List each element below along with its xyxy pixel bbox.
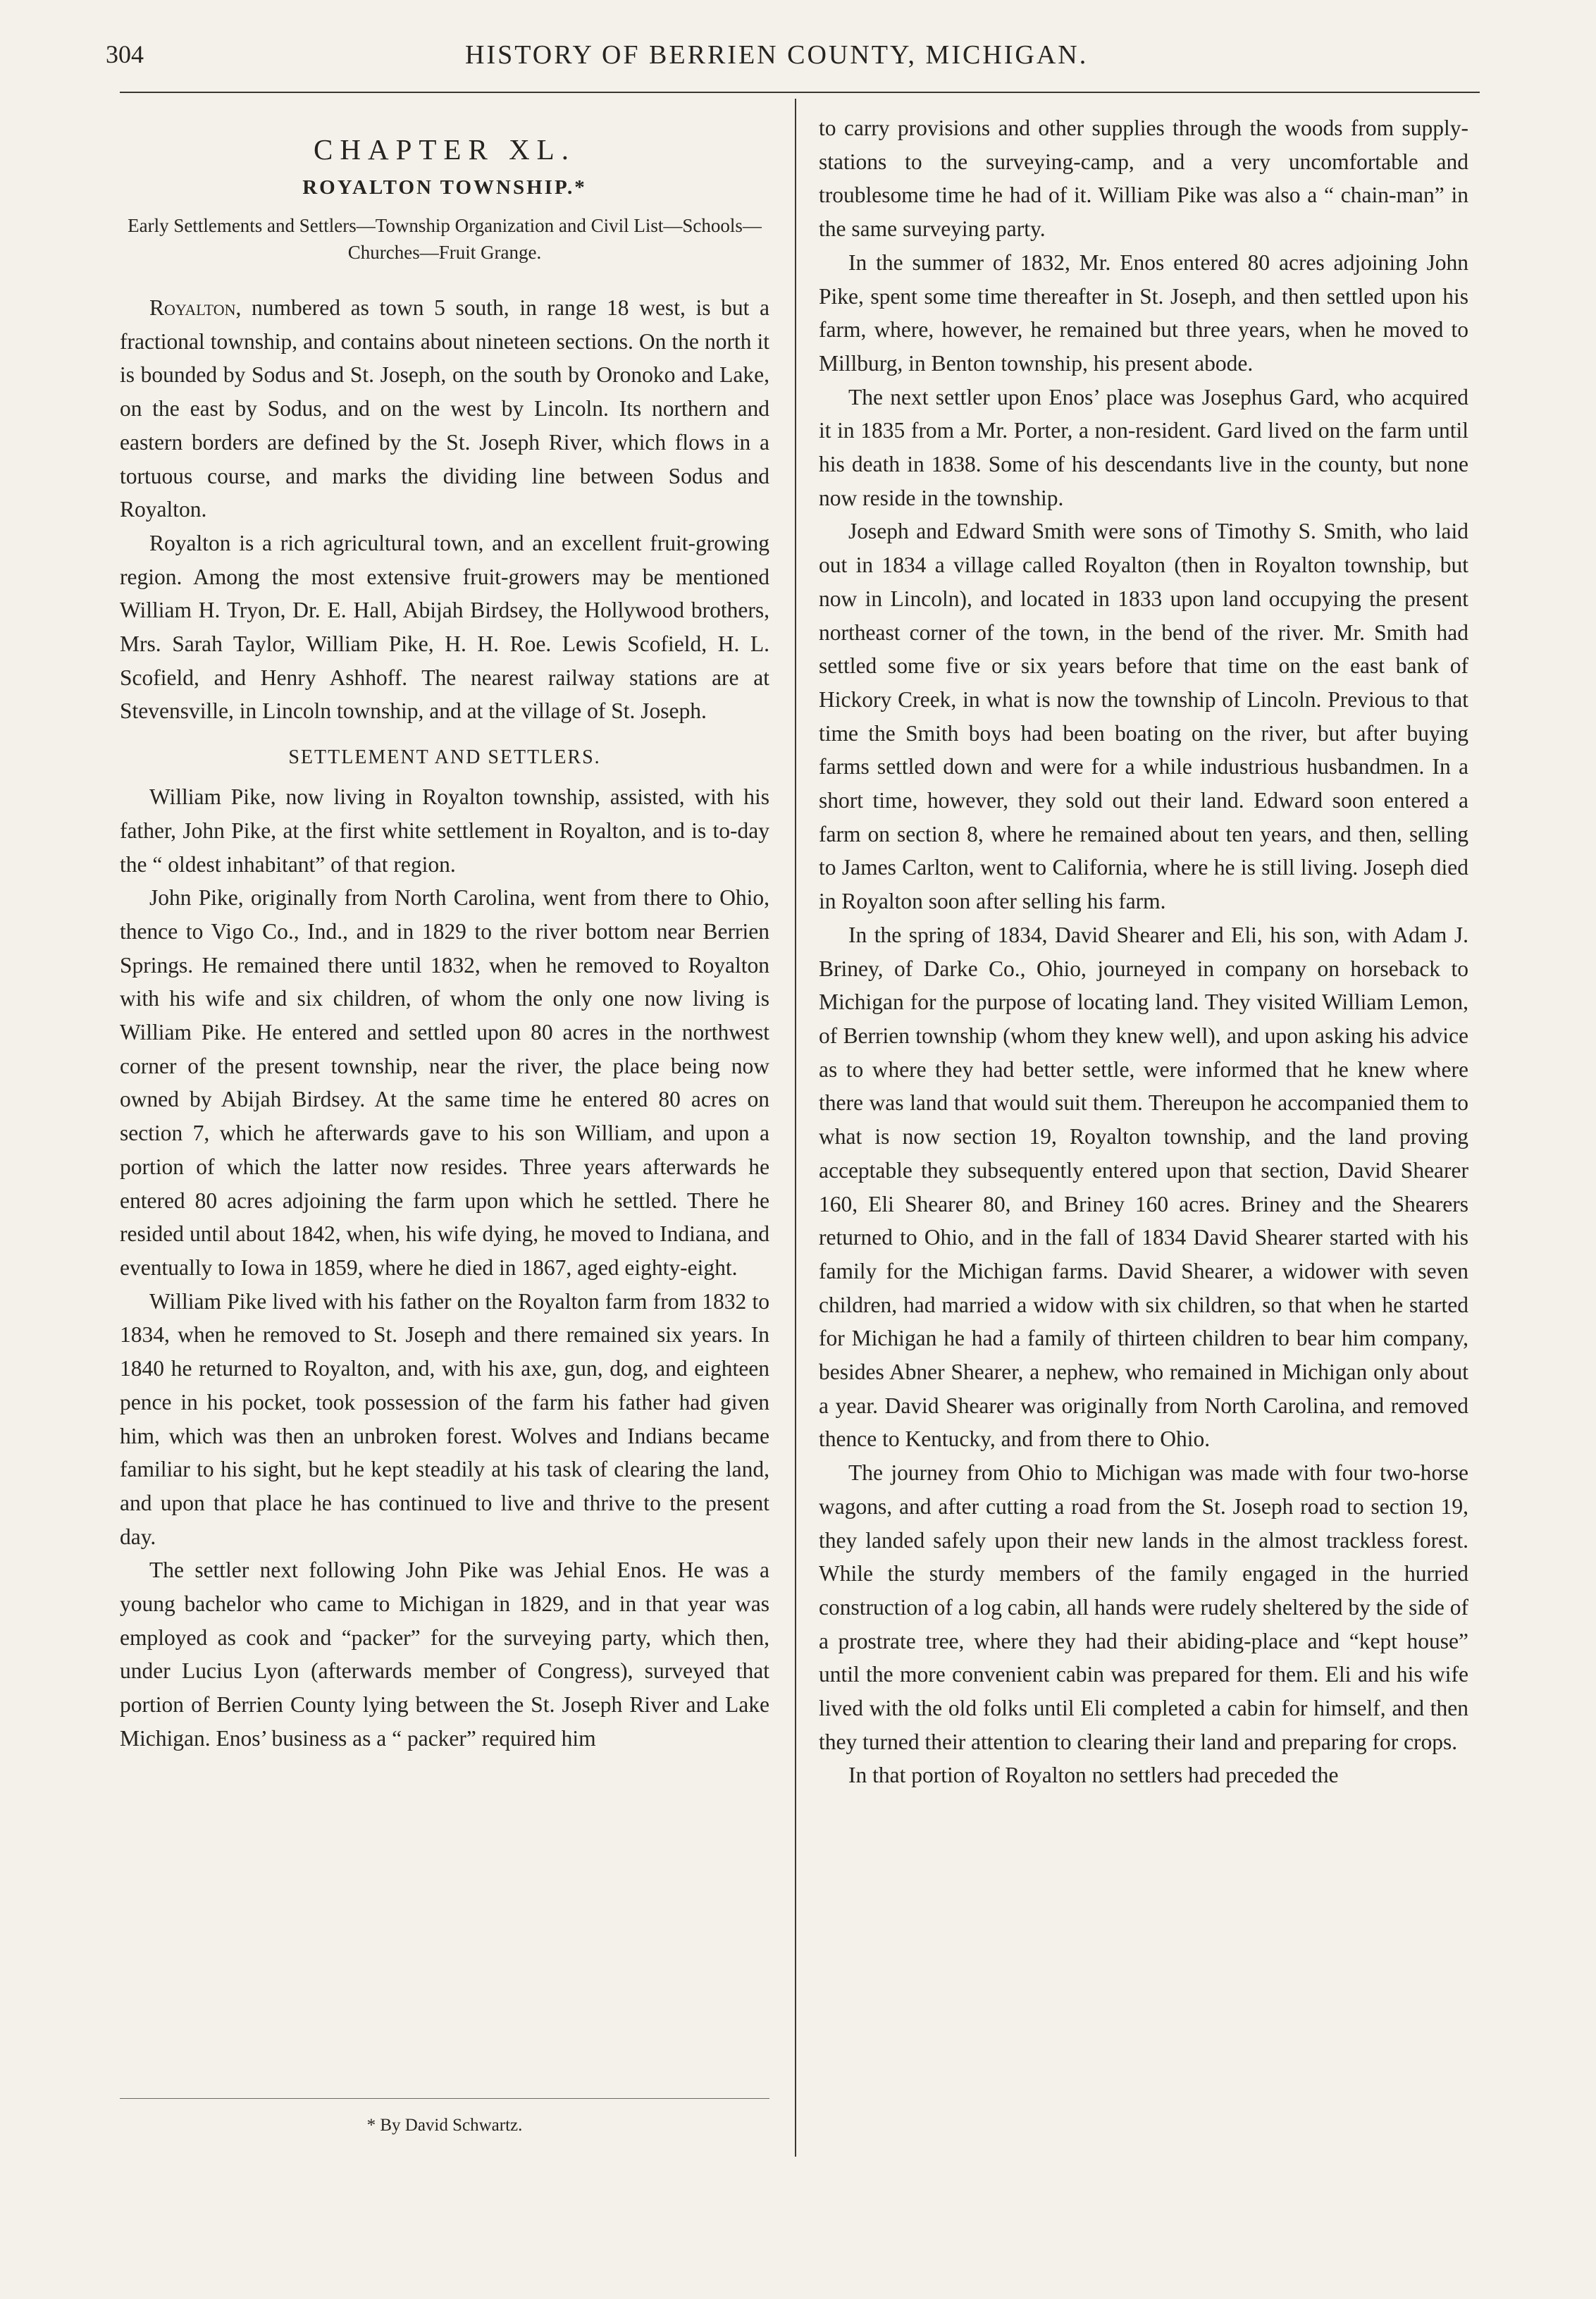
paragraph: In the spring of 1834, David Shearer and Eli, his son, with Adam J. Briney, of Darke Co., Ohio, journeyed in company on horseback to Michigan for the purpose of locating land. They visited William Lemon, of Berrien township (whom they knew well), and upon asking his advice as to where they had better settle, were informed that he knew where there was land that would suit them. Thereupon he accompanied them to what is now section 19, Royalton township, and the land proving acceptable they subsequently entered upon that section, David Shearer 160, Eli Shearer 80, and Briney 160 acres. Briney and the Shearers returned to Ohio, and in the fall of 1834 David Shearer started with his family for the Michigan farms. David Shearer, a widower with seven children, had married a widow with six children, so that when he started for Michigan he had a family of thirteen children to bear him company, besides Abner Shearer, a nephew, who remained in Michigan only about a year. David Shearer was originally from North Carolina, and removed thence to Kentucky, and from there to Ohio. [819, 922, 1468, 1452]
paragraph: In the summer of 1832, Mr. Enos entered 80 acres adjoining John Pike, spent some time thereafter in St. Joseph, and then settled upon his farm, where, however, he remained but three years, when he moved to Millburg, in Benton township, his present abode. [819, 249, 1468, 376]
paragraph: Joseph and Edward Smith were sons of Timothy S. Smith, who laid out in 1834 a village called Royalton (then in Royalton township, but now in Lincoln), and located in 1833 upon land occupying the present northeast corner of the town, in the bend of the river. Mr. Smith had settled some five or six years before that time on the east bank of Hickory Creek, in what is now the township of Lincoln. Previous to that time the Smith boys had been boating on the river, but after buying farms settled down and were for a while industrious husbandmen. In a short time, however, they sold out their land. Edward soon entered a farm on section 8, where he remained about ten years, and then, selling to James Carlton, went to California, where he is still living. Joseph died in Royalton soon after selling his farm. [819, 519, 1468, 914]
paragraph: Royalton is a rich agricultural town, and an excellent fruit-growing region. Among the most extensive fruit-growers may be mentioned William H. Tryon, Dr. E. Hall, Abijah Birdsey, the Hollywood brothers, Mrs. Sarah Taylor, William Pike, H. H. Roe. Lewis Scofield, H. L. Scofield, and Henry Ashhoff. The nearest railway stations are at Stevensville, in Lincoln township, and at the village of St. Joseph. [120, 530, 769, 724]
footnote: * By David Schwartz. [366, 2116, 523, 2135]
chapter-number: CHAPTER XL. [314, 133, 576, 166]
running-head [0, 39, 1596, 82]
footnote-rule [120, 2098, 769, 2099]
left-column [120, 106, 769, 1756]
lead-word: Royalton [149, 295, 236, 320]
paragraph: The journey from Ohio to Michigan was made with four two-horse wagons, and after cutting a road from the St. Joseph road to section 19, they landed safely upon their new lands in the almost trackless forest. While the sturdy members of the family engaged in the hurried construction of a log cabin, all hands were rudely sheltered by the side of a prostrate tree, where they had their abiding-place and “kept house” until the more convenient cabin was prepared for them. Eli and his wife lived with the old folks until Eli completed a cabin for himself, and then they turned their attention to clearing their land and preparing for crops. [819, 1460, 1468, 1754]
paragraph-text: , numbered as town 5 south, in range 18 west, is but a fractional township, and contains about nineteen sections. On the north it is bounded by Sodus and St. Joseph, on the south by Oronoko and Lake, on the east by Sodus, and on the west by Lincoln. Its northern and eastern borders are defined by the St. Joseph River, which flows in a tortuous course, and marks the dividing line between Sodus and Royalton. [120, 295, 769, 522]
section-heading: SETTLEMENT AND SETTLERS. [288, 746, 601, 769]
paragraph: to carry provisions and other supplies through the woods from supply-stations to the surveying-camp, and a very uncomfortable and troublesome time he had of it. William Pike was also a “ chain-man” in the same surveying party. [819, 116, 1468, 242]
paragraph: The settler next following John Pike was Jehial Enos. He was a young bachelor who came to Michigan in 1829, and in that year was employed as cook and “packer” for the surveying party, which then, under Lucius Lyon (afterwards member of Congress), surveyed that portion of Berrien County lying between the St. Joseph River and Lake Michigan. Enos’ business as a “ packer” required him [120, 1558, 769, 1751]
column-divider [795, 99, 796, 2157]
paragraph: In that portion of Royalton no settlers had preceded the [848, 1763, 1339, 1788]
paragraph [120, 291, 769, 526]
header-rule [120, 92, 1480, 93]
right-column [819, 111, 1468, 1792]
paragraph: William Pike lived with his father on the Royalton farm from 1832 to 1834, when he removed to St. Joseph and there remained six years. In 1840 he returned to Royalton, and, with his axe, gun, dog, and eighteen pence in his pocket, took possession of the farm his father had given him, which was then an unbroken forest. Wolves and Indians became familiar to his sight, but he kept steadily at his task of clearing the land, and upon that place he has continued to live and thrive to the present day. [120, 1288, 769, 1549]
paragraph: John Pike, originally from North Carolina, went from there to Ohio, thence to Vigo Co., Ind., and in 1829 to the river bottom near Berrien Springs. He remained there until 1832, when he removed to Royalton with his wife and six children, of whom the only one now living is William Pike. He entered and settled upon 80 acres in the northwest corner of the present township, near the river, the place being now owned by Abijah Birdsey. At the same time he entered 80 acres on section 7, which he afterwards gave to his son William, and upon a portion of which the latter now resides. Three years afterwards he entered 80 acres adjoining the farm upon which he settled. There he resided until about 1842, when, his wife dying, he moved to Indiana, and eventually to Iowa in 1859, where he died in 1867, aged eighty-eight. [120, 885, 769, 1280]
paragraph: William Pike, now living in Royalton township, assisted, with his father, John Pike, at the first white settlement in Royalton, and is to-day the “ oldest inhabitant” of that region. [120, 784, 769, 877]
chapter-title: ROYALTON TOWNSHIP.* [302, 176, 587, 199]
page-number: 304 [106, 40, 144, 68]
paragraph: The next settler upon Enos’ place was Josephus Gard, who acquired it in 1835 from a Mr. Porter, a non-resident. Gard lived on the farm until his death in 1838. Some of his descendants live in the county, but none now reside in the township. [819, 384, 1468, 510]
chapter-synopsis: Early Settlements and Settlers—Township Organization and Civil List—Schools—Churches—Fruit Grange. [128, 215, 762, 263]
running-title: HISTORY OF BERRIEN COUNTY, MICHIGAN. [465, 40, 1089, 70]
